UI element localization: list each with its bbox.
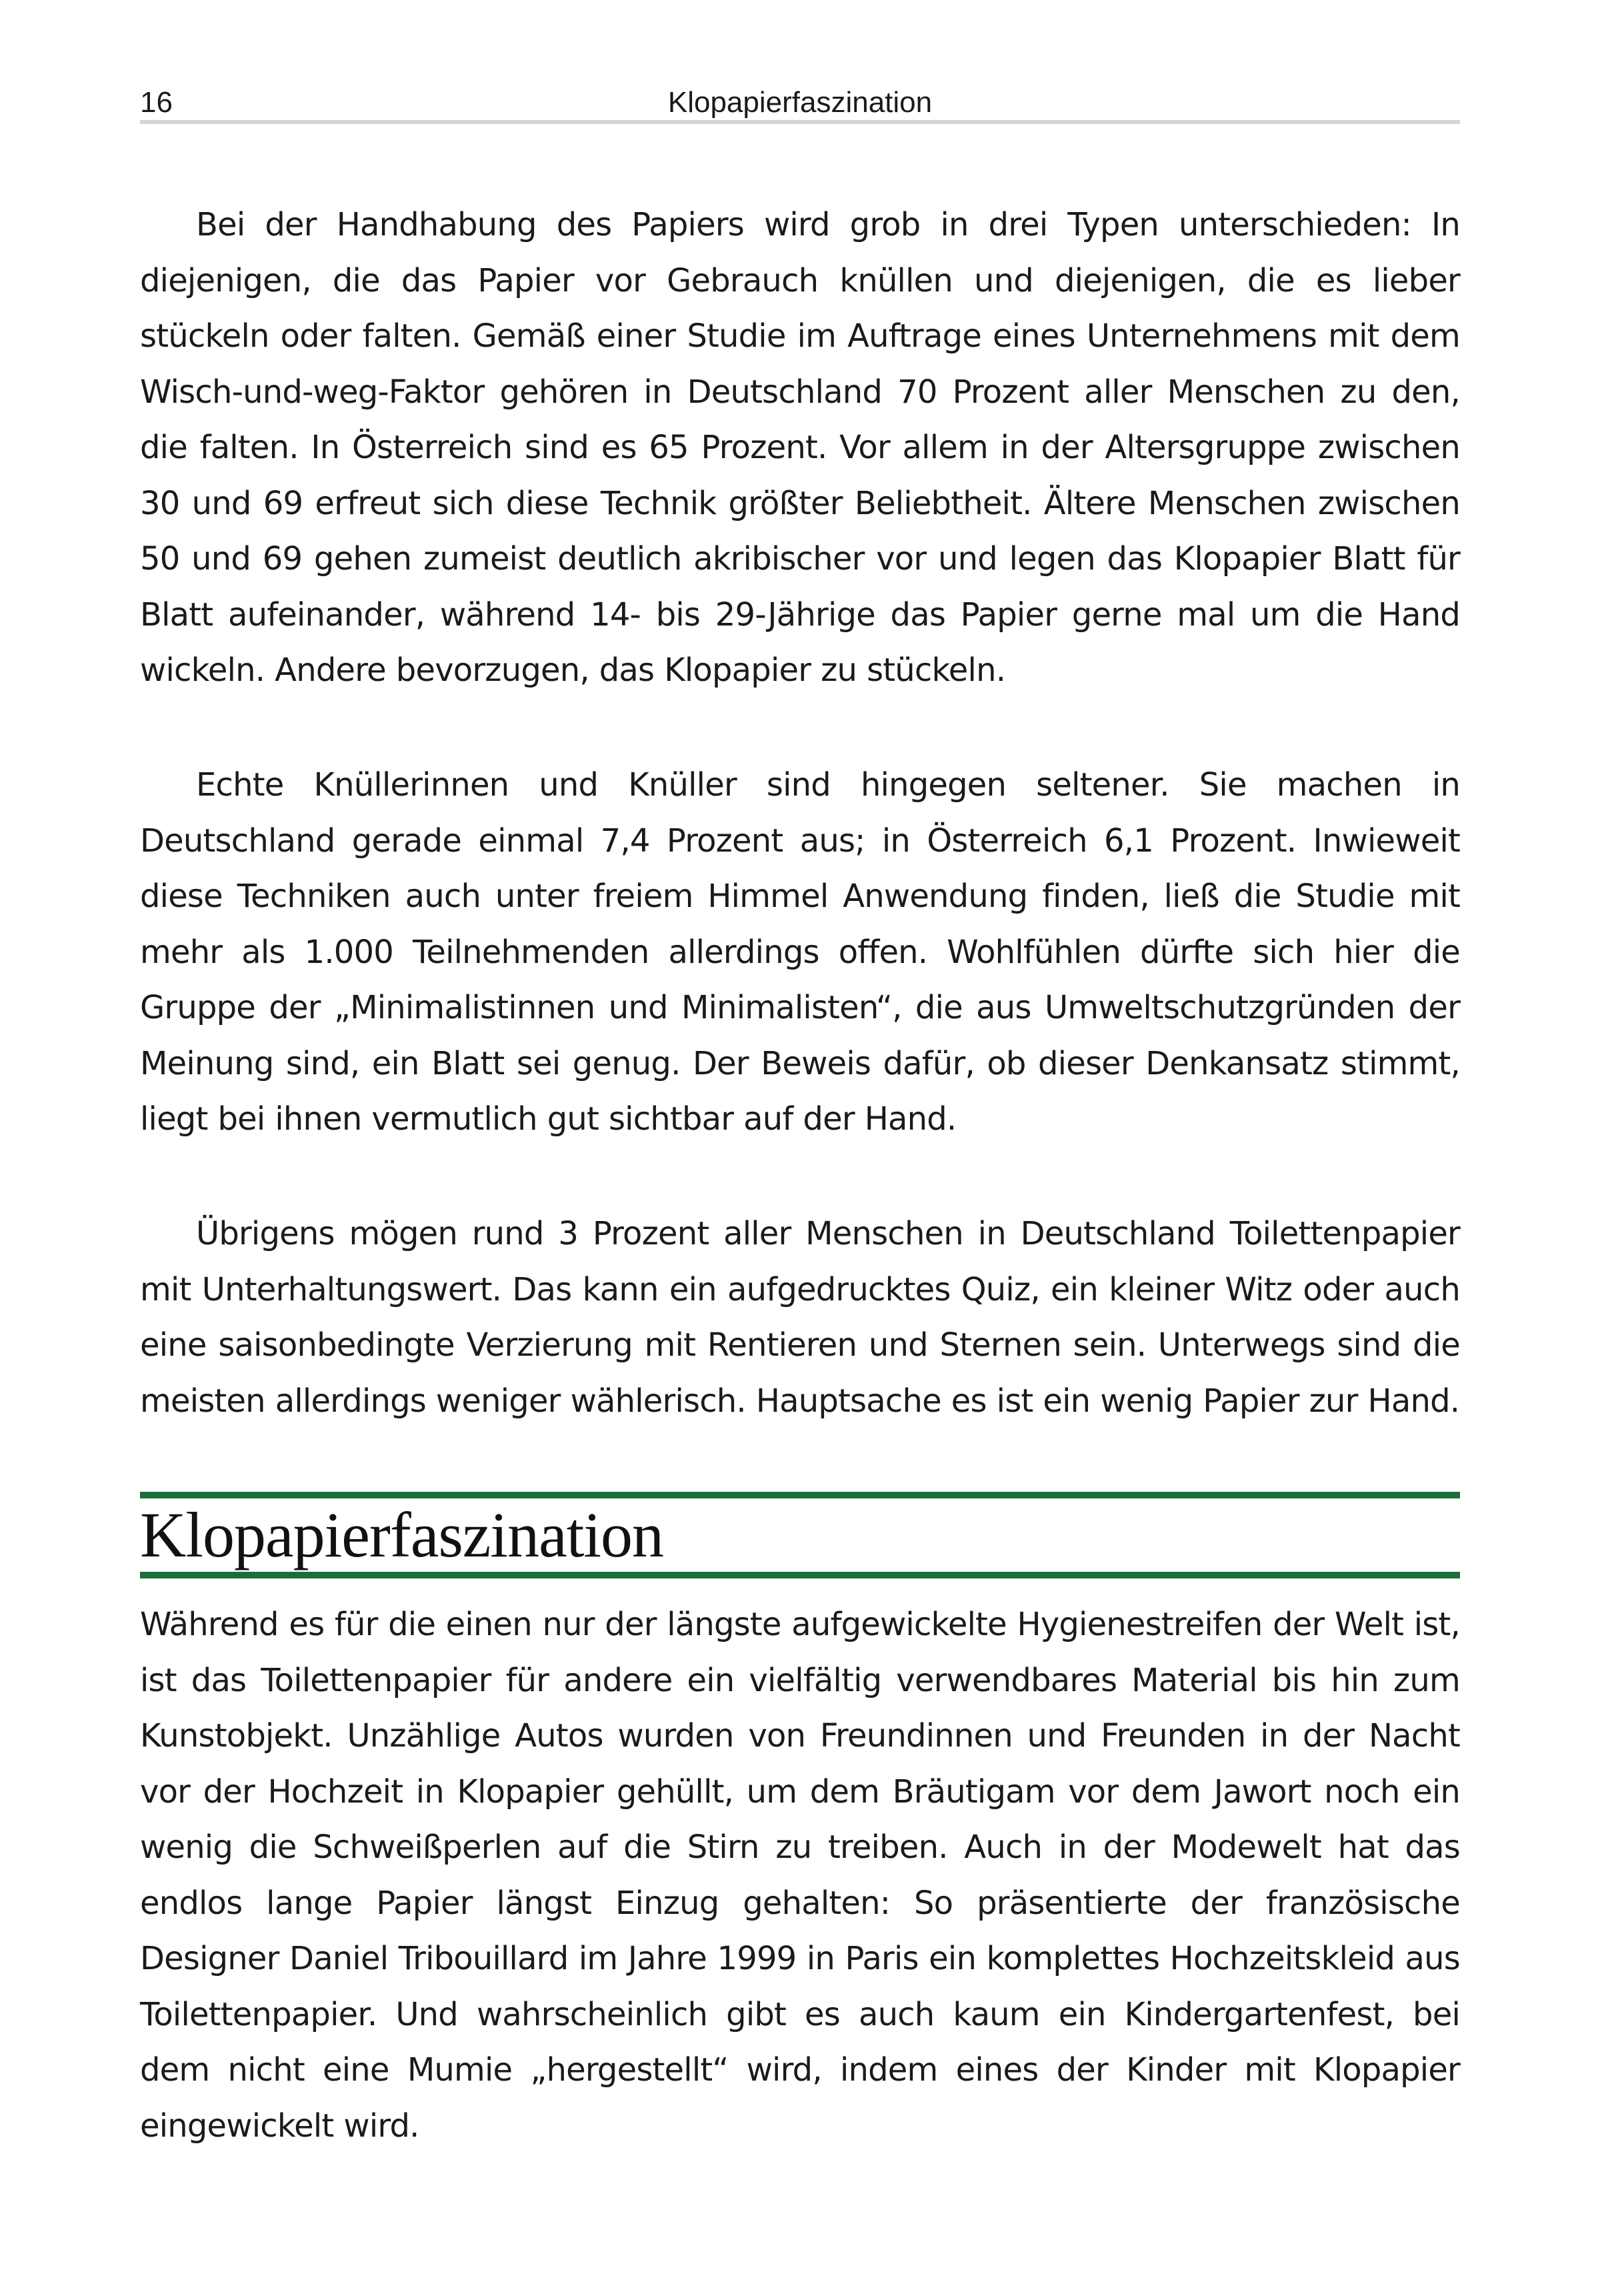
paragraph-knueller: Echte Knüllerinnen und Knüller sind hingegen seltener. Sie machen in Deutschland gerade einmal 7,4 Prozent aus; in Österreich 6,1 Prozent. Inwieweit diese Techniken auch unter freiem Himmel Anwendung finden, ließ die Studie mit mehr als 1.000 Teilnehmenden allerdings offen. Wohlfühlen dürfte sich hier die Gruppe der „Minimalistinnen und Minimalisten“, die aus Umweltschutzgründen der Meinung sind, ein Blatt sei genug. Der Beweis dafür, ob dieser Denkansatz stimmt, liegt bei ihnen vermutlich gut sichtbar auf der Hand. <box>140 766 1460 1138</box>
paragraph-unterhaltungswert: Übrigens mögen rund 3 Prozent aller Menschen in Deutschland Toilettenpapier mit Unterhaltungswert. Das kann ein aufgedrucktes Quiz, ein kleiner Witz oder auch eine saisonbedingte Verzierung mit Rentieren und Sternen sein. Unterwegs sind die meisten allerdings weniger wählerisch. Hauptsache es ist ein wenig Papier zur Hand. <box>140 1215 1460 1420</box>
running-title: Klopapierfaszination <box>667 86 933 119</box>
section-heading: Klopapierfaszination <box>140 1499 664 1570</box>
section-rule-bottom <box>140 1572 1460 1578</box>
page-number: 16 <box>140 86 173 119</box>
paragraph-handhabung: Bei der Handhabung des Papiers wird grob in drei Typen unterschieden: In diejenigen, die das Papier vor Gebrauch knüllen und diejenigen, die es lieber stückeln oder falten. Gemäß einer Studie im Auftrage eines Unternehmens mit dem Wisch-und-weg-Faktor gehören in Deutschland 70 Prozent aller Menschen zu den, die falten. In Österreich sind es 65 Prozent. Vor allem in der Altersgruppe zwischen 30 und 69 erfreut sich diese Technik größter Beliebtheit. Ältere Menschen zwischen 50 und 69 gehen zumeist deutlich akribischer vor und legen das Klopapier Blatt für Blatt aufeinander, während 14- bis 29-Jährige das Papier gerne mal um die Hand wickeln. Andere bevorzugen, das Klopapier zu stückeln. <box>140 206 1460 689</box>
header-rule <box>140 120 1460 124</box>
running-head <box>140 84 1460 124</box>
section-rule-top <box>140 1492 1460 1498</box>
paragraph-kunstobjekt: Während es für die einen nur der längste aufgewickelte Hygienestreifen der Welt ist, ist das Toilettenpapier für andere ein vielfältig verwendbares Material bis hin zum Kunstobjekt. Unzählige Autos wurden von Freundinnen und Freunden in der Nacht vor der Hochzeit in Klopapier gehüllt, um dem Bräutigam vor dem Jawort noch ein wenig die Schweißperlen auf die Stirn zu treiben. Auch in der Modewelt hat das endlos lange Papier längst Einzug gehalten: So präsentierte der französische Designer Daniel Tribouillard im Jahre 1999 in Paris ein komplettes Hochzeitskleid aus Toilettenpapier. Und wahrscheinlich gibt es auch kaum ein Kindergartenfest, bei dem nicht eine Mumie „hergestellt“ wird, indem eines der Kinder mit Klopapier eingewickelt wird. <box>140 1606 1460 2145</box>
